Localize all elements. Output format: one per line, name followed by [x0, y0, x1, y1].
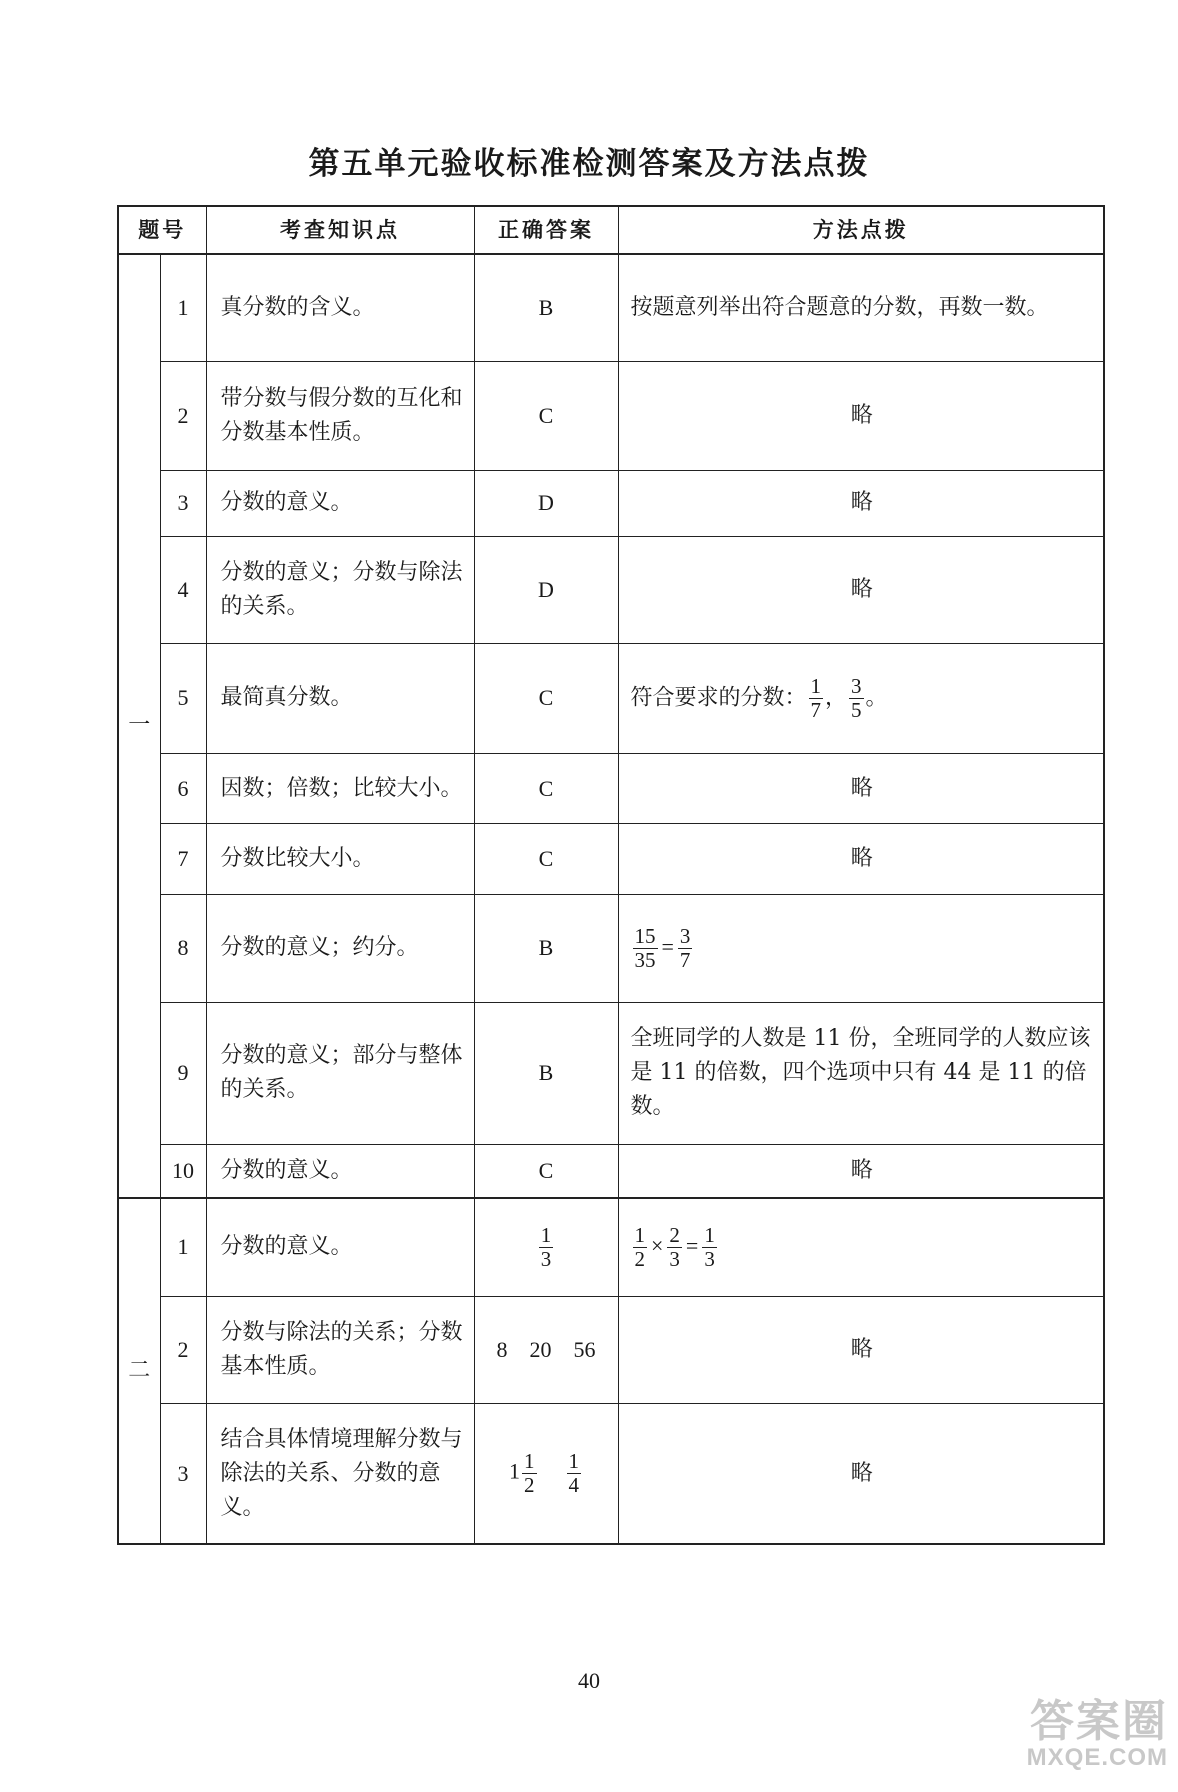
fraction: [522, 1450, 537, 1497]
question-number: 7: [160, 824, 206, 895]
denominator: 4: [568, 1473, 579, 1498]
knowledge-point: 结合具体情境理解分数与除法的关系、分数的意义。: [206, 1404, 474, 1544]
header-row: [118, 206, 1104, 254]
table-row: [118, 1404, 1104, 1544]
correct-answer: C: [474, 753, 618, 824]
numerator: 1: [524, 1449, 535, 1474]
correct-answer: 8 20 56: [474, 1296, 618, 1404]
equals-sign: =: [685, 1233, 699, 1259]
knowledge-point: 分数与除法的关系；分数基本性质。: [206, 1296, 474, 1404]
correct-answer: D: [474, 470, 618, 536]
knowledge-point: 因数；倍数；比较大小。: [206, 753, 474, 824]
correct-answer: [474, 1198, 618, 1297]
knowledge-point: 最简真分数。: [206, 644, 474, 754]
numerator: 1: [810, 673, 822, 698]
numerator: 1: [634, 1222, 645, 1247]
method-tip: 按题意列举出符合题意的分数，再数一数。: [618, 254, 1104, 362]
header-method-tips: 方法点拨: [618, 206, 1104, 254]
fraction: [667, 1224, 682, 1271]
table-row: [118, 824, 1104, 895]
numerator: 15: [634, 923, 656, 948]
table-row: [118, 362, 1104, 471]
watermark-top: 答案圈: [1030, 1697, 1168, 1746]
method-tip: [618, 644, 1104, 754]
fraction: [567, 1450, 582, 1497]
method-tip: 略: [618, 1404, 1104, 1544]
fraction: [678, 925, 693, 972]
knowledge-point: 分数的意义。: [206, 1198, 474, 1297]
table-row: [118, 1144, 1104, 1198]
section-label-two: 二: [118, 1198, 160, 1544]
fraction: [539, 1224, 554, 1271]
correct-answer: C: [474, 824, 618, 895]
denominator: 35: [634, 947, 656, 972]
times-sign: ×: [651, 1233, 664, 1259]
page-number: 40: [578, 1668, 600, 1693]
correct-answer: C: [474, 1144, 618, 1198]
denominator: 3: [704, 1246, 715, 1271]
correct-answer: C: [474, 362, 618, 471]
question-number: 9: [160, 1002, 206, 1144]
page-title: 第五单元验收标准检测答案及方法点拨: [308, 146, 870, 182]
denominator: 2: [524, 1473, 535, 1498]
denominator: 3: [669, 1246, 680, 1271]
table-row: [118, 254, 1104, 362]
method-tip: 略: [618, 824, 1104, 895]
question-number: 10: [160, 1144, 206, 1198]
method-tip: 全班同学的人数是 11 份，全班同学的人数应该是 11 的倍数，四个选项中只有 44 是 11 的倍数。: [618, 1002, 1104, 1144]
table-row: [118, 1296, 1104, 1404]
question-number: 3: [160, 1404, 206, 1544]
correct-answer: B: [474, 895, 618, 1003]
correct-answer: [474, 1404, 618, 1544]
fraction: [809, 675, 824, 722]
table-row: [118, 644, 1104, 754]
method-tip: 略: [618, 1296, 1104, 1404]
knowledge-point: 分数的意义；约分。: [206, 895, 474, 1003]
section-label-one: 一: [118, 254, 160, 1198]
knowledge-point: 分数的意义。: [206, 470, 474, 536]
question-number: 3: [160, 470, 206, 536]
watermark-logo: [978, 1697, 1168, 1785]
method-tip: [618, 1198, 1104, 1297]
header-knowledge-point: 考查知识点: [206, 206, 474, 254]
denominator: 7: [679, 947, 691, 972]
table-row: [118, 753, 1104, 824]
equals-sign: =: [661, 934, 674, 960]
method-text: 符合要求的分数：: [630, 685, 807, 711]
knowledge-point: 带分数与假分数的互化和分数基本性质。: [206, 362, 474, 471]
header-correct-answer: 正确答案: [474, 206, 618, 254]
numerator: 3: [679, 923, 691, 948]
denominator: 3: [540, 1246, 552, 1271]
fraction: [633, 925, 658, 972]
fraction: [849, 675, 864, 722]
numerator: 1: [568, 1449, 579, 1474]
correct-answer: B: [474, 1002, 618, 1144]
question-number: 2: [160, 1296, 206, 1404]
correct-answer: D: [474, 536, 618, 644]
fraction: [633, 1224, 648, 1271]
whole-number: 1: [509, 1458, 520, 1484]
denominator: 2: [634, 1246, 645, 1271]
table-row: [118, 470, 1104, 536]
table-row: [118, 895, 1104, 1003]
method-tip: 略: [618, 536, 1104, 644]
question-number: 5: [160, 644, 206, 754]
method-tip: 略: [618, 1144, 1104, 1198]
numerator: 1: [704, 1222, 715, 1247]
numerator: 2: [669, 1222, 680, 1247]
numerator: 3: [851, 673, 862, 698]
question-number: 1: [160, 254, 206, 362]
denominator: 7: [810, 698, 822, 723]
knowledge-point: 分数的意义；部分与整体的关系。: [206, 1002, 474, 1144]
correct-answer: C: [474, 644, 618, 754]
knowledge-point: 分数的意义；分数与除法的关系。: [206, 536, 474, 644]
separator: ，: [825, 685, 848, 711]
header-question-number: 题号: [118, 206, 206, 254]
knowledge-point: 分数比较大小。: [206, 824, 474, 895]
end-mark: 。: [865, 685, 888, 711]
table-row: [118, 1198, 1104, 1297]
method-tip: 略: [618, 753, 1104, 824]
method-tip: 略: [618, 362, 1104, 471]
answer-table: [117, 205, 1105, 1545]
watermark-bottom: MXQE.COM: [1026, 1744, 1168, 1771]
numerator: 1: [540, 1222, 552, 1247]
correct-answer: B: [474, 254, 618, 362]
question-number: 2: [160, 362, 206, 471]
question-number: 6: [160, 753, 206, 824]
method-tip: 略: [618, 470, 1104, 536]
fraction: [702, 1224, 717, 1271]
question-number: 8: [160, 895, 206, 1003]
denominator: 5: [851, 698, 862, 723]
question-number: 4: [160, 536, 206, 644]
question-number: 1: [160, 1198, 206, 1297]
table-row: [118, 536, 1104, 644]
table-row: [118, 1002, 1104, 1144]
method-tip: [618, 895, 1104, 1003]
knowledge-point: 真分数的含义。: [206, 254, 474, 362]
knowledge-point: 分数的意义。: [206, 1144, 474, 1198]
